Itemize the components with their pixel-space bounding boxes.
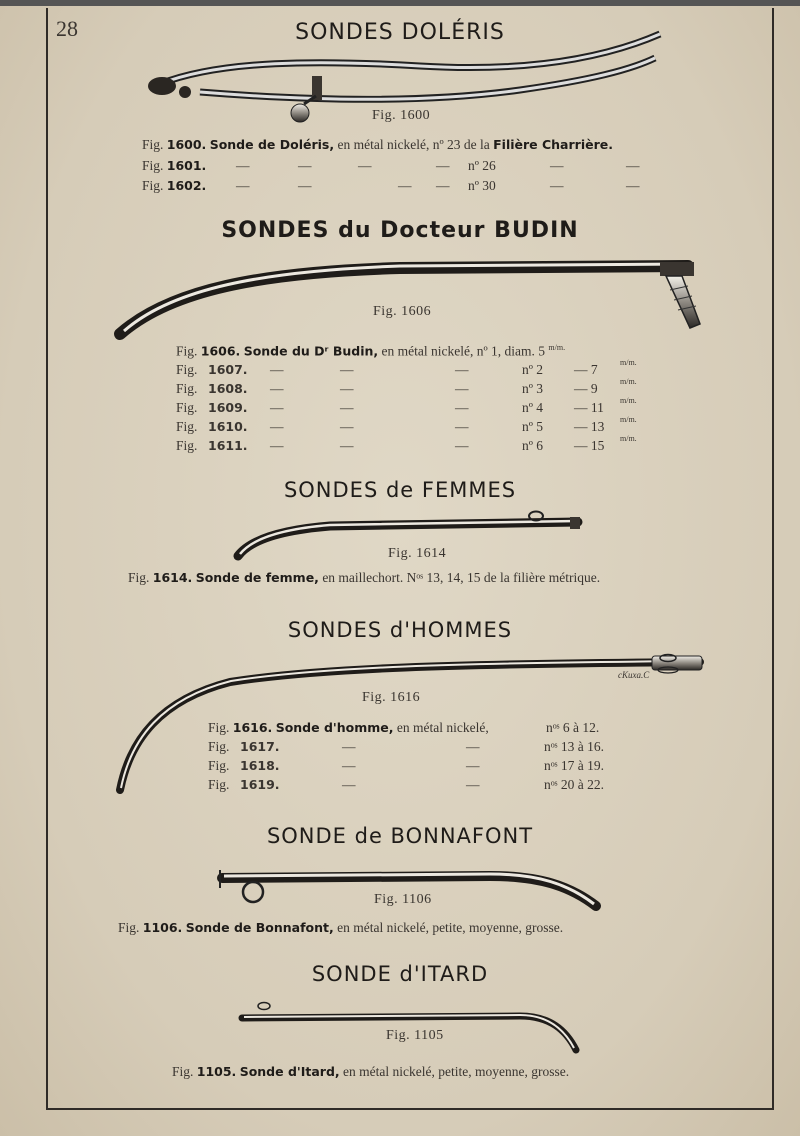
diameter-value: — 11: [574, 400, 604, 415]
fig-label: Fig.: [172, 1064, 194, 1079]
size-range: nᵒˢ 13 à 16.: [544, 739, 604, 754]
diameter-value: — 13: [574, 419, 605, 434]
ditto-mark: —: [270, 400, 284, 415]
itard-row-1105: [172, 1064, 569, 1080]
diameter-value: — 9: [574, 381, 598, 396]
fig-number: 1608.: [208, 381, 248, 396]
fig-number: 1601.: [166, 158, 207, 173]
product-name: Sonde du Dʳ Budin,: [243, 343, 379, 359]
product-name: Sonde d'Itard,: [239, 1064, 340, 1079]
ditto-mark: —: [340, 362, 354, 377]
femmes-row-1614: [128, 570, 600, 586]
product-name: Sonde d'homme,: [275, 720, 394, 735]
size-range: nᵒˢ 17 à 19.: [544, 758, 604, 773]
ditto-mark: —: [455, 362, 469, 377]
fig-number: 1617.: [240, 739, 280, 754]
product-desc: en métal nickelé, nº 23 de la: [334, 137, 494, 152]
fig-number: 1611.: [208, 438, 248, 453]
fig-label: Fig.: [176, 362, 198, 377]
fig-label: Fig.: [208, 777, 230, 792]
ditto-mark: —: [340, 419, 354, 434]
diameter-value: — 7: [574, 362, 598, 377]
size-number: nº 3: [522, 381, 544, 396]
budin-fig-caption: Fig. 1606: [373, 304, 432, 319]
ditto-mark: —: [455, 400, 469, 415]
ditto-mark: —: [455, 381, 469, 396]
ditto-mark: —: [340, 438, 354, 453]
size-number: nº 5: [522, 419, 544, 434]
size-range: nᵒˢ 20 à 22.: [544, 777, 604, 792]
unit-label: m/m.: [620, 377, 637, 386]
bonnafont-heading: SONDE de BONNAFONT: [266, 824, 534, 848]
product-name: Sonde de femme,: [195, 570, 319, 585]
fig-number: 1600.: [166, 137, 207, 152]
fig-number: 1619.: [240, 777, 280, 792]
fig-label: Fig.: [208, 758, 230, 773]
product-name: Sonde de Bonnafont,: [185, 920, 334, 935]
product-desc: en maillechort. Nᵒˢ 13, 14, 15 de la filière métrique.: [318, 570, 601, 585]
size-range: nᵒˢ 6 à 12.: [546, 720, 600, 735]
doleris-row-1602: [142, 178, 206, 194]
itard-fig-caption: Fig. 1105: [386, 1028, 444, 1043]
fig-number: 1607.: [208, 362, 248, 377]
fig-label: Fig.: [176, 438, 198, 453]
fig-label: Fig.: [142, 158, 164, 173]
budin-row-1606: [176, 343, 565, 360]
fig-label: Fig.: [176, 400, 198, 415]
hommes-row-1616: [208, 720, 489, 736]
ditto-mark: —: [342, 758, 356, 773]
ditto-mark: —: [398, 178, 412, 193]
ditto-mark: —: [466, 739, 480, 754]
fig-label: Fig.: [208, 739, 230, 754]
ditto-mark: —: [236, 178, 250, 193]
fig-number: 1106.: [142, 920, 183, 935]
ditto-mark: —: [455, 438, 469, 453]
ditto-mark: —: [342, 777, 356, 792]
ditto-mark: —: [270, 438, 284, 453]
ditto-mark: —: [298, 178, 312, 193]
fig-label: Fig.: [128, 570, 150, 585]
bonnafont-fig-caption: Fig. 1106: [374, 892, 432, 907]
ditto-mark: —: [550, 158, 564, 173]
size-number: nº 26: [468, 158, 496, 173]
fig-label: Fig.: [176, 381, 198, 396]
product-desc: en métal nickelé, petite, moyenne, grosse.: [333, 920, 564, 935]
doleris-row-1601: [142, 158, 206, 174]
ditto-mark: —: [455, 419, 469, 434]
budin-heading: SONDES du Docteur BUDIN: [221, 218, 579, 243]
ditto-mark: —: [466, 758, 480, 773]
hommes-heading: SONDES d'HOMMES: [287, 618, 513, 642]
maker-mark: cKuxa.C: [618, 670, 650, 680]
product-name: Sonde de Doléris,: [209, 137, 335, 152]
ditto-mark: —: [550, 178, 564, 193]
ditto-mark: —: [626, 158, 640, 173]
unit-label: m/m.: [620, 358, 637, 367]
doleris-heading: SONDES DOLÉRIS: [295, 20, 505, 45]
hommes-fig-caption: Fig. 1616: [362, 690, 421, 705]
fig-number: 1105.: [196, 1064, 237, 1079]
product-desc: en métal nickelé, nº 1, diam. 5: [378, 343, 549, 359]
ditto-mark: —: [270, 381, 284, 396]
unit-label: m/m.: [620, 415, 637, 424]
fig-number: 1614.: [152, 570, 193, 585]
fig-number: 1609.: [208, 400, 248, 415]
size-number: nº 6: [522, 438, 544, 453]
size-number: nº 30: [468, 178, 496, 193]
bonnafont-row-1106: [118, 920, 563, 936]
fig-label: Fig.: [176, 343, 198, 359]
filiere-label: Filière Charrière.: [493, 137, 613, 152]
ditto-mark: —: [626, 178, 640, 193]
doleris-fig-caption: Fig. 1600: [372, 108, 431, 123]
ditto-mark: —: [342, 739, 356, 754]
ditto-mark: —: [340, 400, 354, 415]
unit-label: m/m.: [620, 396, 637, 405]
size-number: nº 2: [522, 362, 544, 377]
unit-label: m/m.: [548, 343, 566, 352]
fig-label: Fig.: [208, 720, 230, 735]
fig-label: Fig.: [142, 137, 164, 152]
doleris-row-1600: [142, 137, 613, 153]
product-desc: en métal nickelé, petite, moyenne, grosse.: [339, 1064, 570, 1079]
page-number: 28: [56, 16, 78, 41]
size-number: nº 4: [522, 400, 544, 415]
fig-number: 1610.: [208, 419, 248, 434]
fig-number: 1618.: [240, 758, 280, 773]
fig-number: 1616.: [232, 720, 273, 735]
budin-catheter-drawing: [120, 262, 700, 334]
fig-number: 1602.: [166, 178, 207, 193]
ditto-mark: —: [436, 158, 450, 173]
femmes-fig-caption: Fig. 1614: [388, 546, 447, 561]
ditto-mark: —: [236, 158, 250, 173]
unit-label: m/m.: [620, 434, 637, 443]
ditto-mark: —: [466, 777, 480, 792]
product-desc: en métal nickelé,: [393, 720, 489, 735]
ditto-mark: —: [298, 158, 312, 173]
diameter-value: — 15: [574, 438, 605, 453]
femmes-heading: SONDES de FEMMES: [283, 478, 517, 502]
ditto-mark: —: [358, 158, 372, 173]
itard-heading: SONDE d'ITARD: [311, 962, 489, 986]
fig-label: Fig.: [142, 178, 164, 193]
fig-number: 1606.: [200, 343, 241, 359]
fig-label: Fig.: [118, 920, 140, 935]
fig-label: Fig.: [176, 419, 198, 434]
ditto-mark: —: [340, 381, 354, 396]
ditto-mark: —: [270, 362, 284, 377]
ditto-mark: —: [270, 419, 284, 434]
ditto-mark: —: [436, 178, 450, 193]
